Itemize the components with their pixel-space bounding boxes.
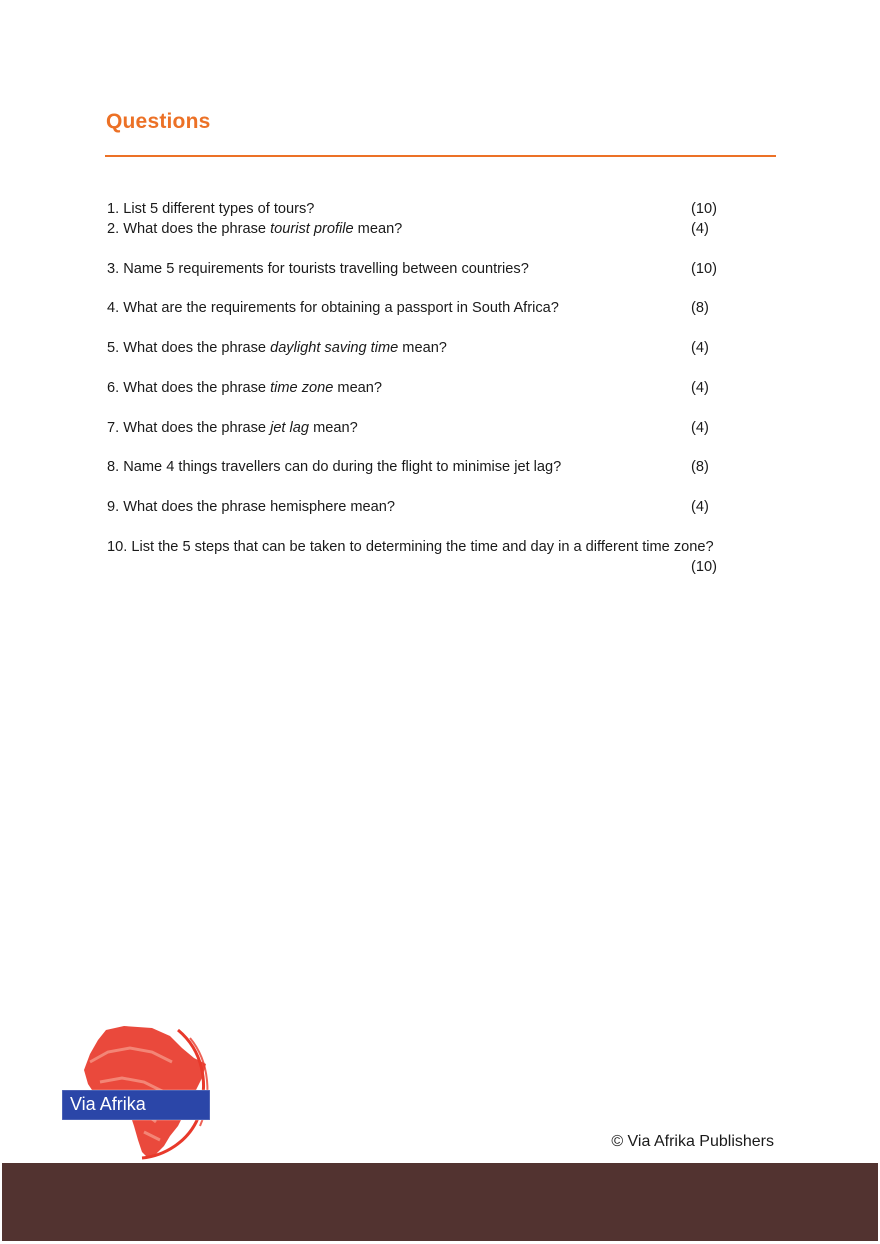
question-number: 7.: [107, 420, 120, 436]
via-afrika-logo: [60, 1022, 212, 1160]
question-text: What does the phrase: [123, 221, 271, 237]
question-text: What does the phrase hemisphere mean?: [123, 499, 396, 515]
question-text: List 5 different types of tours?: [123, 201, 315, 217]
question-number: 4.: [107, 300, 120, 316]
question-text: What are the requirements for obtaining a passport in South Africa?: [123, 300, 559, 316]
question-marks: (4): [691, 221, 709, 237]
title-divider: [105, 155, 776, 157]
question-text-end: mean?: [333, 380, 383, 396]
question-term: daylight saving time: [270, 340, 399, 356]
question-marks: (8): [691, 300, 709, 316]
question-number: 1.: [107, 201, 120, 217]
question-5: [107, 338, 787, 358]
footer-band: [2, 1163, 878, 1241]
question-number: 3.: [107, 261, 120, 277]
question-term: tourist profile: [270, 221, 354, 237]
question-marks: (8): [691, 459, 709, 475]
question-6: [107, 378, 787, 398]
logo-text: Via Afrika: [70, 1094, 146, 1114]
question-text: Name 5 requirements for tourists travelling between countries?: [123, 261, 529, 277]
question-number: 5.: [107, 340, 120, 356]
question-marks: (4): [691, 380, 709, 396]
africa-map-icon: [60, 1022, 212, 1160]
copyright-notice: © Via Afrika Publishers: [611, 1133, 774, 1150]
question-10: [107, 537, 787, 575]
question-text: What does the phrase: [123, 340, 271, 356]
question-text-end: mean?: [353, 221, 403, 237]
question-text-end: mean?: [309, 420, 358, 436]
question-number: 2.: [107, 221, 120, 237]
question-term: time zone: [270, 380, 334, 396]
question-marks: (4): [691, 499, 709, 515]
question-2: [107, 219, 787, 239]
question-term: jet lag: [270, 420, 310, 436]
question-text: Name 4 things travellers can do during the flight to minimise jet lag?: [123, 459, 562, 475]
question-4: [107, 298, 787, 318]
question-number: 9.: [107, 499, 120, 515]
question-marks: (10): [691, 201, 717, 217]
question-marks: (4): [691, 340, 709, 356]
question-text-end: mean?: [398, 340, 447, 356]
question-7: [107, 418, 787, 438]
page-title: Questions: [106, 110, 211, 133]
question-number: 6.: [107, 380, 120, 396]
question-number: 10.: [107, 539, 128, 555]
question-9: [107, 497, 787, 517]
question-1: [107, 199, 787, 219]
question-text: List the 5 steps that can be taken to determining the time and day in a different time zone?: [131, 539, 714, 555]
question-8: [107, 457, 787, 477]
question-number: 8.: [107, 459, 120, 475]
question-text: What does the phrase: [123, 380, 271, 396]
question-marks: (4): [691, 420, 709, 436]
question-3: [107, 259, 787, 279]
question-text: What does the phrase: [123, 420, 271, 436]
question-marks: (10): [691, 559, 717, 575]
question-marks: (10): [691, 261, 717, 277]
